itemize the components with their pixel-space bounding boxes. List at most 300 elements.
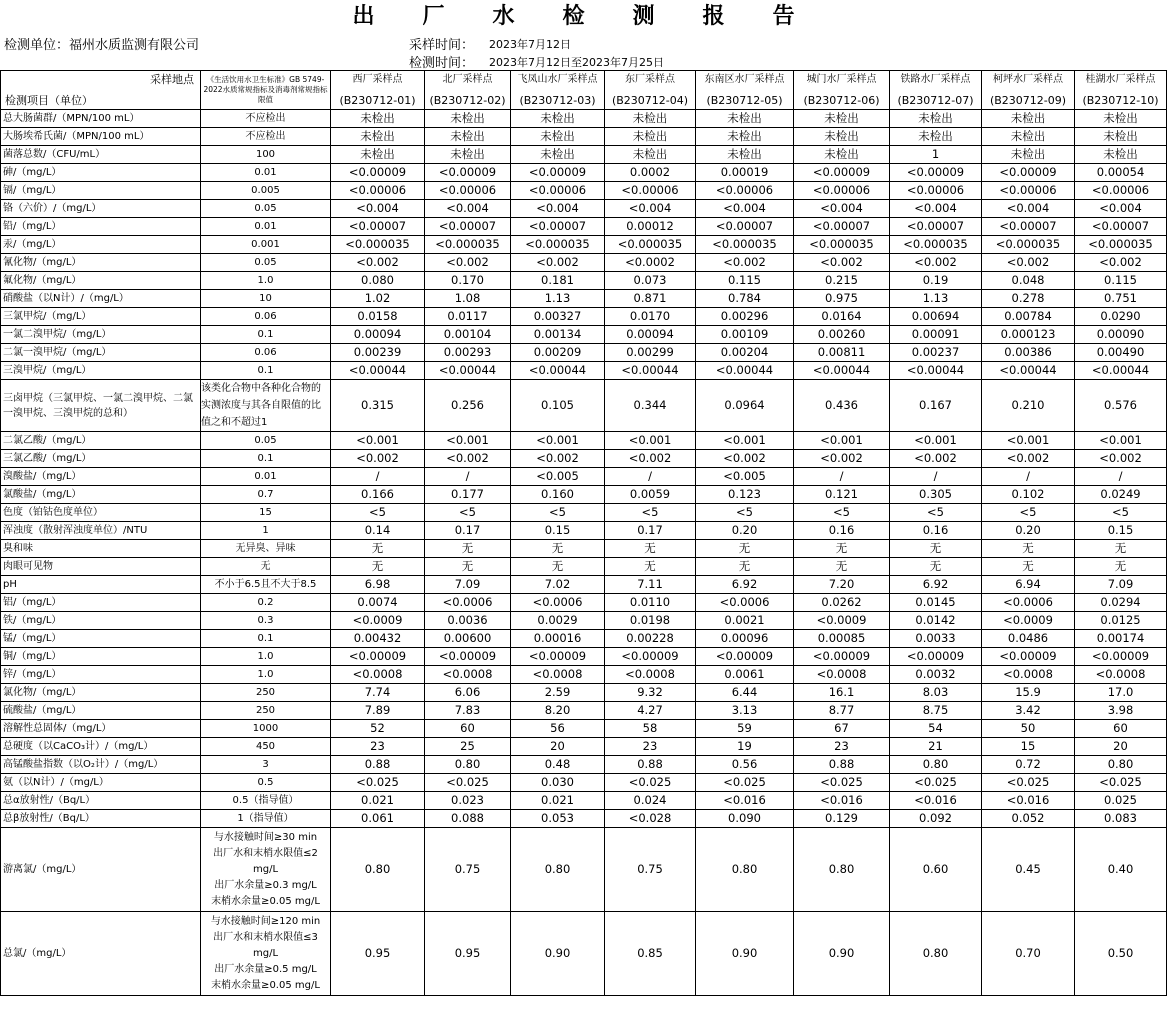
value-cell: 未检出 xyxy=(425,146,511,164)
value-cell: <0.000035 xyxy=(982,236,1075,254)
table-row xyxy=(1,200,1167,218)
standard-cell: 0.01 xyxy=(201,164,331,182)
value-cell: 0.00054 xyxy=(1075,164,1167,182)
value-cell: 0.00085 xyxy=(794,630,890,648)
value-cell: 0.88 xyxy=(605,756,696,774)
value-cell: <0.00044 xyxy=(696,362,794,380)
table-row xyxy=(1,362,1167,380)
value-cell: 0.0486 xyxy=(982,630,1075,648)
item-cell: 氯酸盐/（mg/L） xyxy=(1,486,201,504)
value-cell: <0.00009 xyxy=(794,648,890,666)
value-cell: 0.0294 xyxy=(1075,594,1167,612)
value-cell: 8.75 xyxy=(890,702,982,720)
table-row xyxy=(1,774,1167,792)
value-cell: 8.77 xyxy=(794,702,890,720)
value-cell: 无 xyxy=(425,558,511,576)
site-header xyxy=(425,71,511,110)
standard-cell xyxy=(201,828,331,912)
value-cell: 23 xyxy=(794,738,890,756)
value-cell: 0.00432 xyxy=(331,630,425,648)
value-cell: 未检出 xyxy=(605,128,696,146)
value-cell: 0.0158 xyxy=(331,308,425,326)
value-cell: 0.00299 xyxy=(605,344,696,362)
value-cell: 1.13 xyxy=(890,290,982,308)
value-cell: <0.025 xyxy=(605,774,696,792)
standard-cell: 10 xyxy=(201,290,331,308)
value-cell: 0.00237 xyxy=(890,344,982,362)
table-row xyxy=(1,594,1167,612)
value-cell: <0.00009 xyxy=(982,648,1075,666)
site-code: (B230712-02) xyxy=(429,94,506,107)
site-code: (B230712-05) xyxy=(706,94,783,107)
item-cell: 一氯二溴甲烷/（mg/L） xyxy=(1,326,201,344)
standard-cell: 不应检出 xyxy=(201,110,331,128)
value-cell: 无 xyxy=(982,558,1075,576)
item-cell: 大肠埃希氏菌/（MPN/100 mL） xyxy=(1,128,201,146)
value-cell: 6.06 xyxy=(425,684,511,702)
site-header xyxy=(1075,71,1167,110)
value-cell: 0.0964 xyxy=(696,380,794,432)
value-cell: <0.00007 xyxy=(696,218,794,236)
site-header xyxy=(890,71,982,110)
value-cell: 3.98 xyxy=(1075,702,1167,720)
value-cell: <0.001 xyxy=(890,432,982,450)
standard-cell: 0.1 xyxy=(201,362,331,380)
value-cell: 0.80 xyxy=(890,912,982,996)
value-cell: <0.000035 xyxy=(1075,236,1167,254)
report-title xyxy=(0,0,1147,34)
value-cell: 1.13 xyxy=(511,290,605,308)
value-cell: 未检出 xyxy=(696,146,794,164)
value-cell: <5 xyxy=(794,504,890,522)
value-cell: <0.002 xyxy=(696,450,794,468)
value-cell: <0.00009 xyxy=(794,164,890,182)
value-cell: <0.0002 xyxy=(605,254,696,272)
value-cell: 0.000123 xyxy=(982,326,1075,344)
value-cell: 7.89 xyxy=(331,702,425,720)
value-cell: <0.0006 xyxy=(696,594,794,612)
value-cell: 2.59 xyxy=(511,684,605,702)
value-cell: 6.92 xyxy=(890,576,982,594)
item-cell: 浑浊度（散射浑浊度单位）/NTU xyxy=(1,522,201,540)
value-cell: <0.004 xyxy=(1075,200,1167,218)
item-cell: 汞/（mg/L） xyxy=(1,236,201,254)
value-cell: <0.00007 xyxy=(331,218,425,236)
value-cell: <0.002 xyxy=(794,450,890,468)
value-cell: 0.083 xyxy=(1075,810,1167,828)
value-cell: 0.0002 xyxy=(605,164,696,182)
value-cell: 0.784 xyxy=(696,290,794,308)
value-cell: <0.00006 xyxy=(982,182,1075,200)
item-cell: 三溴甲烷/（mg/L） xyxy=(1,362,201,380)
value-cell: 7.11 xyxy=(605,576,696,594)
value-cell: <0.025 xyxy=(794,774,890,792)
value-cell: / xyxy=(890,468,982,486)
value-cell: 0.00209 xyxy=(511,344,605,362)
title-char: 检 xyxy=(562,4,585,29)
standard-cell: 100 xyxy=(201,146,331,164)
value-cell: 未检出 xyxy=(331,110,425,128)
value-cell: 59 xyxy=(696,720,794,738)
value-cell: 0.102 xyxy=(982,486,1075,504)
value-cell: <0.001 xyxy=(605,432,696,450)
site-code: (B230712-06) xyxy=(803,94,880,107)
value-cell: 6.44 xyxy=(696,684,794,702)
value-cell: 0.048 xyxy=(982,272,1075,290)
value-cell: 0.871 xyxy=(605,290,696,308)
value-cell: <0.002 xyxy=(425,254,511,272)
standard-cell: 450 xyxy=(201,738,331,756)
value-cell: 0.88 xyxy=(794,756,890,774)
value-cell: <0.025 xyxy=(1075,774,1167,792)
value-cell: 3.42 xyxy=(982,702,1075,720)
site-name: 铁路水厂采样点 xyxy=(900,74,971,85)
item-cell: 氯化物/（mg/L） xyxy=(1,684,201,702)
value-cell: 0.00490 xyxy=(1075,344,1167,362)
item-cell: 二氯乙酸/（mg/L） xyxy=(1,432,201,450)
value-cell: 8.20 xyxy=(511,702,605,720)
value-cell: <0.00006 xyxy=(794,182,890,200)
standard-cell: 0.7 xyxy=(201,486,331,504)
value-cell: 7.74 xyxy=(331,684,425,702)
value-cell: 0.278 xyxy=(982,290,1075,308)
item-cell: 铝/（mg/L） xyxy=(1,594,201,612)
value-cell: 未检出 xyxy=(696,128,794,146)
value-cell: <0.002 xyxy=(511,254,605,272)
value-cell: 0.052 xyxy=(982,810,1075,828)
value-cell: 0.00386 xyxy=(982,344,1075,362)
item-cell: 总α放射性/（Bq/L） xyxy=(1,792,201,810)
value-cell: 0.00109 xyxy=(696,326,794,344)
value-cell: <0.0008 xyxy=(331,666,425,684)
value-cell: <0.002 xyxy=(1075,254,1167,272)
value-cell: 0.00293 xyxy=(425,344,511,362)
site-header xyxy=(696,71,794,110)
value-cell: 0.00104 xyxy=(425,326,511,344)
value-cell: / xyxy=(331,468,425,486)
value-cell: 0.90 xyxy=(511,912,605,996)
item-cell: 二氯一溴甲烷/（mg/L） xyxy=(1,344,201,362)
value-cell: / xyxy=(605,468,696,486)
value-cell: 6.98 xyxy=(331,576,425,594)
value-cell: <0.0009 xyxy=(794,612,890,630)
value-cell: <0.001 xyxy=(982,432,1075,450)
title-char: 测 xyxy=(632,4,655,29)
value-cell: 0.0032 xyxy=(890,666,982,684)
value-cell: 0.80 xyxy=(511,828,605,912)
value-cell: 0.20 xyxy=(982,522,1075,540)
standard-cell: 1.0 xyxy=(201,272,331,290)
value-cell: <5 xyxy=(605,504,696,522)
standard-cell: 1 xyxy=(201,522,331,540)
value-cell: <0.025 xyxy=(890,774,982,792)
value-cell: 0.576 xyxy=(1075,380,1167,432)
title-char: 告 xyxy=(772,4,795,29)
value-cell: 0.00811 xyxy=(794,344,890,362)
value-cell: 无 xyxy=(331,540,425,558)
sample-site-label: 采样地点 xyxy=(150,73,194,86)
value-cell: 未检出 xyxy=(794,110,890,128)
value-cell: 0.215 xyxy=(794,272,890,290)
value-cell: 无 xyxy=(605,540,696,558)
standard-line: 与水接触时间≥120 min xyxy=(210,915,321,927)
value-cell: 0.00174 xyxy=(1075,630,1167,648)
value-cell: <5 xyxy=(890,504,982,522)
standard-cell: 1.0 xyxy=(201,666,331,684)
value-cell: 67 xyxy=(794,720,890,738)
item-cell: 游离氯/（mg/L） xyxy=(1,828,201,912)
table-row xyxy=(1,326,1167,344)
item-cell: 氰化物/（mg/L） xyxy=(1,254,201,272)
standard-line: 与水接触时间≥30 min xyxy=(213,831,318,843)
site-header xyxy=(331,71,425,110)
value-cell: 未检出 xyxy=(605,146,696,164)
value-cell: 无 xyxy=(890,558,982,576)
value-cell: 0.177 xyxy=(425,486,511,504)
value-cell: <0.00009 xyxy=(890,648,982,666)
value-cell: <0.0006 xyxy=(425,594,511,612)
table-row xyxy=(1,272,1167,290)
item-cell: 溴酸盐/（mg/L） xyxy=(1,468,201,486)
value-cell: <0.00009 xyxy=(331,648,425,666)
value-cell: <0.0006 xyxy=(511,594,605,612)
value-cell: 4.27 xyxy=(605,702,696,720)
value-cell: 0.75 xyxy=(605,828,696,912)
standard-line: 出厂水和末梢水限值≤3 xyxy=(213,931,318,943)
value-cell: 0.170 xyxy=(425,272,511,290)
table-row xyxy=(1,828,1167,912)
value-cell: 54 xyxy=(890,720,982,738)
value-cell: <0.001 xyxy=(794,432,890,450)
corner-header xyxy=(1,71,201,110)
value-cell: / xyxy=(982,468,1075,486)
standard-line: mg/L xyxy=(252,863,279,875)
value-cell: 未检出 xyxy=(1075,146,1167,164)
value-cell: / xyxy=(794,468,890,486)
title-char: 水 xyxy=(492,4,515,29)
value-cell: 0.14 xyxy=(331,522,425,540)
item-cell: 总硬度（以CaCO₃计）/（mg/L） xyxy=(1,738,201,756)
value-cell: 无 xyxy=(331,558,425,576)
value-cell: 0.021 xyxy=(331,792,425,810)
item-cell: 锰/（mg/L） xyxy=(1,630,201,648)
value-cell: 0.0290 xyxy=(1075,308,1167,326)
item-label: 检测项目（单位） xyxy=(5,94,93,107)
value-cell: <0.00006 xyxy=(511,182,605,200)
value-cell: 0.088 xyxy=(425,810,511,828)
value-cell: <0.00009 xyxy=(331,164,425,182)
standard-cell: 0.01 xyxy=(201,218,331,236)
item-cell: 臭和味 xyxy=(1,540,201,558)
value-cell: 0.0249 xyxy=(1075,486,1167,504)
value-cell: <0.002 xyxy=(1075,450,1167,468)
value-cell: 无 xyxy=(890,540,982,558)
table-row xyxy=(1,702,1167,720)
value-cell: 0.160 xyxy=(511,486,605,504)
value-cell: <0.00009 xyxy=(1075,648,1167,666)
value-cell: <5 xyxy=(982,504,1075,522)
value-cell: 0.17 xyxy=(605,522,696,540)
value-cell: 0.0145 xyxy=(890,594,982,612)
value-cell: 0.975 xyxy=(794,290,890,308)
value-cell: 0.80 xyxy=(425,756,511,774)
item-cell: 色度（铂钴色度单位） xyxy=(1,504,201,522)
standard-cell: 1000 xyxy=(201,720,331,738)
table-row xyxy=(1,290,1167,308)
value-cell: 无 xyxy=(605,558,696,576)
value-cell: 0.0142 xyxy=(890,612,982,630)
site-header xyxy=(794,71,890,110)
value-cell: 0.166 xyxy=(331,486,425,504)
value-cell: 0.751 xyxy=(1075,290,1167,308)
value-cell: <0.00009 xyxy=(425,164,511,182)
value-cell: <0.000035 xyxy=(511,236,605,254)
value-cell: 未检出 xyxy=(425,110,511,128)
value-cell: 无 xyxy=(425,540,511,558)
value-cell: <0.002 xyxy=(982,450,1075,468)
table-row xyxy=(1,504,1167,522)
value-cell: 未检出 xyxy=(890,128,982,146)
table-row xyxy=(1,308,1167,326)
value-cell: <0.025 xyxy=(696,774,794,792)
standard-header: 《生活饮用水卫生标准》GB 5749-2022水质常规指标及消毒剂常规指标限值 xyxy=(201,71,331,110)
site-name: 东厂采样点 xyxy=(625,74,675,85)
value-cell: 0.0036 xyxy=(425,612,511,630)
value-cell: <0.00044 xyxy=(794,362,890,380)
value-cell: <0.00044 xyxy=(605,362,696,380)
value-cell: 0.305 xyxy=(890,486,982,504)
item-cell: 三氯甲烷/（mg/L） xyxy=(1,308,201,326)
value-cell: <0.000035 xyxy=(425,236,511,254)
value-cell: 未检出 xyxy=(794,146,890,164)
value-cell: 0.15 xyxy=(1075,522,1167,540)
value-cell: 0.0074 xyxy=(331,594,425,612)
value-cell: <0.00007 xyxy=(890,218,982,236)
value-cell: 9.32 xyxy=(605,684,696,702)
value-cell: 0.080 xyxy=(331,272,425,290)
value-cell: 0.023 xyxy=(425,792,511,810)
table-row xyxy=(1,738,1167,756)
item-cell: 锌/（mg/L） xyxy=(1,666,201,684)
table-row xyxy=(1,522,1167,540)
value-cell: <0.025 xyxy=(982,774,1075,792)
site-name: 柯坪水厂采样点 xyxy=(993,74,1063,85)
value-cell: 0.00016 xyxy=(511,630,605,648)
value-cell: 0.00694 xyxy=(890,308,982,326)
standard-cell: 250 xyxy=(201,684,331,702)
value-cell: <0.00009 xyxy=(511,648,605,666)
standard-line: 出厂水和末梢水限值≤2 xyxy=(213,847,318,859)
site-code: (B230712-09) xyxy=(989,94,1067,107)
value-cell: 无 xyxy=(1075,540,1167,558)
value-cell: 0.75 xyxy=(425,828,511,912)
value-cell: 0.00094 xyxy=(605,326,696,344)
report-meta xyxy=(0,34,1147,70)
value-cell: 未检出 xyxy=(425,128,511,146)
standard-cell: 无 xyxy=(201,558,331,576)
value-cell: 0.70 xyxy=(982,912,1075,996)
value-cell: <0.0008 xyxy=(425,666,511,684)
value-cell: 0.344 xyxy=(605,380,696,432)
value-cell: <5 xyxy=(696,504,794,522)
table-row xyxy=(1,218,1167,236)
standard-cell: 0.05 xyxy=(201,432,331,450)
item-cell: 氟化物/（mg/L） xyxy=(1,272,201,290)
value-cell: 7.20 xyxy=(794,576,890,594)
item-cell: 总大肠菌群/（MPN/100 mL） xyxy=(1,110,201,128)
value-cell: <0.016 xyxy=(890,792,982,810)
value-cell: 0.90 xyxy=(794,912,890,996)
value-cell: <0.00044 xyxy=(425,362,511,380)
value-cell: 0.48 xyxy=(511,756,605,774)
value-cell: <0.00009 xyxy=(511,164,605,182)
value-cell: 0.15 xyxy=(511,522,605,540)
site-name: 西厂采样点 xyxy=(352,74,403,85)
value-cell: 未检出 xyxy=(511,128,605,146)
value-cell: 0.80 xyxy=(331,828,425,912)
value-cell: <5 xyxy=(425,504,511,522)
value-cell: 0.115 xyxy=(1075,272,1167,290)
value-cell: 0.80 xyxy=(1075,756,1167,774)
value-cell: 0.0198 xyxy=(605,612,696,630)
value-cell: <0.00006 xyxy=(890,182,982,200)
value-cell: 0.315 xyxy=(331,380,425,432)
value-cell: 0.85 xyxy=(605,912,696,996)
value-cell: <0.0008 xyxy=(1075,666,1167,684)
value-cell: 无 xyxy=(511,558,605,576)
value-cell: 无 xyxy=(511,540,605,558)
item-cell: 氨（以N计）/（mg/L） xyxy=(1,774,201,792)
value-cell: <0.00007 xyxy=(982,218,1075,236)
value-cell: 20 xyxy=(1075,738,1167,756)
value-cell: 0.45 xyxy=(982,828,1075,912)
item-cell: 硫酸盐/（mg/L） xyxy=(1,702,201,720)
value-cell: 50 xyxy=(982,720,1075,738)
value-cell: <0.000035 xyxy=(890,236,982,254)
standard-cell: 0.06 xyxy=(201,308,331,326)
value-cell: 0.00012 xyxy=(605,218,696,236)
standard-cell: 0.01 xyxy=(201,468,331,486)
site-code: (B230712-04) xyxy=(611,94,689,107)
value-cell: 0.105 xyxy=(511,380,605,432)
table-row xyxy=(1,380,1167,432)
standard-cell: 3 xyxy=(201,756,331,774)
value-cell: <0.00009 xyxy=(890,164,982,182)
item-cell: pH xyxy=(1,576,201,594)
value-cell: <0.004 xyxy=(331,200,425,218)
standard-cell: 15 xyxy=(201,504,331,522)
value-cell: 未检出 xyxy=(1075,128,1167,146)
header-row xyxy=(1,71,1167,110)
value-cell: 未检出 xyxy=(1075,110,1167,128)
value-cell: 8.03 xyxy=(890,684,982,702)
value-cell: <0.00044 xyxy=(1075,362,1167,380)
testing-time-value: 2023年7月12日至2023年7月25日 xyxy=(489,56,664,69)
value-cell: 0.0170 xyxy=(605,308,696,326)
table-row xyxy=(1,684,1167,702)
table-row xyxy=(1,540,1167,558)
value-cell: <0.004 xyxy=(890,200,982,218)
title-char: 出 xyxy=(352,4,375,29)
value-cell: 60 xyxy=(1075,720,1167,738)
item-cell: 镉/（mg/L） xyxy=(1,182,201,200)
value-cell: 未检出 xyxy=(696,110,794,128)
value-cell: <0.004 xyxy=(425,200,511,218)
value-cell: 0.167 xyxy=(890,380,982,432)
value-cell: 未检出 xyxy=(982,110,1075,128)
table-row xyxy=(1,450,1167,468)
value-cell: <0.002 xyxy=(696,254,794,272)
